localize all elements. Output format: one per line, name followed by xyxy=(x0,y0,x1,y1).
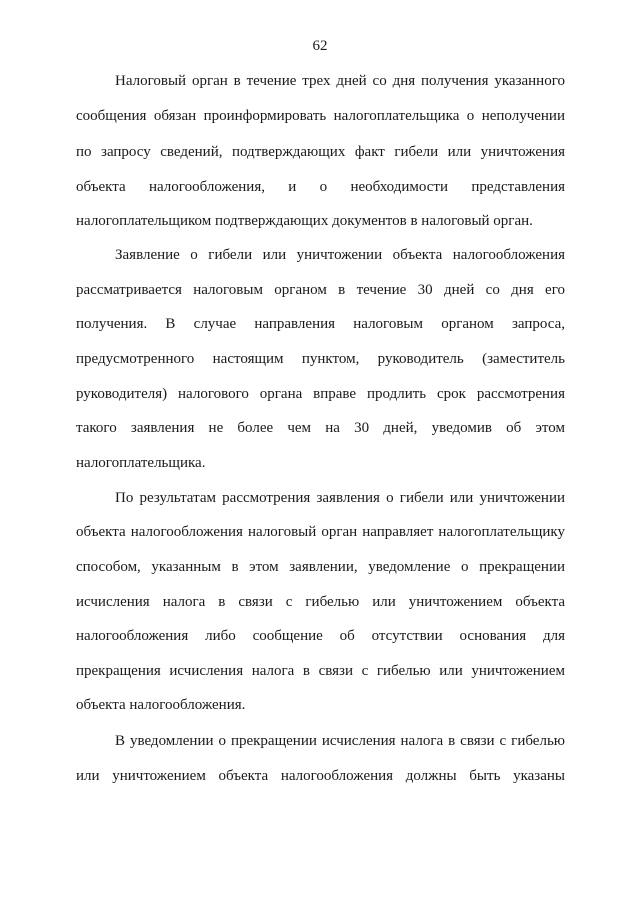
text-line: способом, указанным в этом заявлении, уведомление о прекращении xyxy=(76,559,565,575)
text-line: объекта налогообложения. xyxy=(76,697,246,713)
text-line: В уведомлении о прекращении исчисления налога в связи с гибелью xyxy=(115,733,565,749)
text-line: налогоплательщика. xyxy=(76,455,206,471)
page-number: 62 xyxy=(312,38,328,54)
text-line: такого заявления не более чем на 30 дней, уведомив об этом xyxy=(76,420,565,436)
text-line: руководителя) налогового органа вправе продлить срок рассмотрения xyxy=(76,386,565,402)
text-line: налогообложения либо сообщение об отсутствии основания для xyxy=(76,628,565,644)
text-line: по запросу сведений, подтверждающих факт гибели или уничтожения xyxy=(76,144,565,160)
text-line: рассматривается налоговым органом в течение 30 дней со дня его xyxy=(76,282,565,298)
text-line: предусмотренного настоящим пунктом, руководитель (заместитель xyxy=(76,351,565,367)
text-line: объекта налогообложения, и о необходимости представления xyxy=(76,179,565,195)
text-line: объекта налогообложения налоговый орган направляет налогоплательщику xyxy=(76,524,565,540)
text-line: получения. В случае направления налоговым органом запроса, xyxy=(76,316,565,332)
text-line: прекращения исчисления налога в связи с гибелью или уничтожением xyxy=(76,663,565,679)
text-line: Налоговый орган в течение трех дней со дня получения указанного xyxy=(115,73,565,89)
text-line: Заявление о гибели или уничтожении объекта налогообложения xyxy=(115,247,565,263)
text-line: сообщения обязан проинформировать налогоплательщика о неполучении xyxy=(76,108,565,124)
text-line: исчисления налога в связи с гибелью или уничтожением объекта xyxy=(76,594,565,610)
text-line: или уничтожением объекта налогообложения должны быть указаны xyxy=(76,768,565,784)
text-line: По результатам рассмотрения заявления о гибели или уничтожении xyxy=(115,490,565,506)
text-line: налогоплательщиком подтверждающих документов в налоговый орган. xyxy=(76,213,533,229)
